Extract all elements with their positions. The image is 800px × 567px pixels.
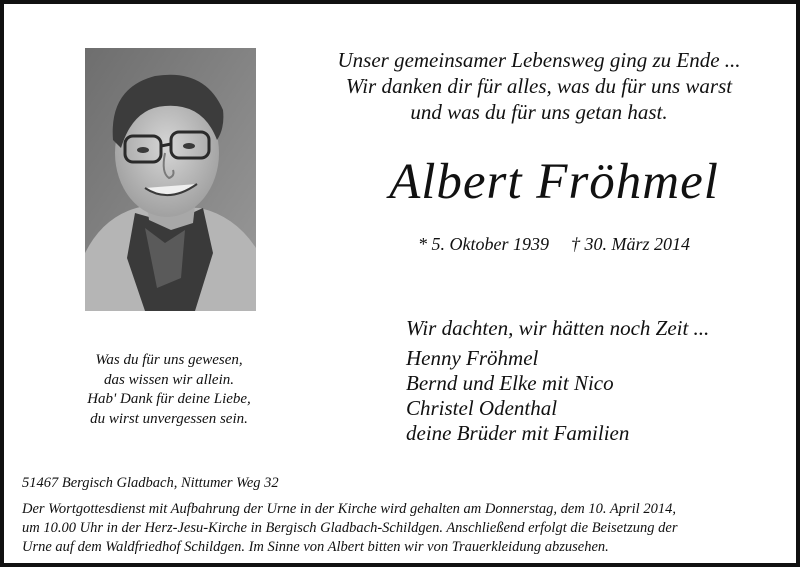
poem-line: das wissen wir allein. — [103, 371, 234, 388]
service-notice — [22, 500, 792, 557]
family-member: Christel Odenthal — [406, 396, 558, 420]
poem-line: Hab' Dank für deine Liebe, — [87, 391, 251, 407]
birth-date: * 5. Oktober 1939 — [418, 234, 549, 254]
opening-quote-line: Unser gemeinsamer Lebensweg ging zu Ende ... — [337, 48, 741, 72]
death-date: † 30. März 2014 — [570, 234, 690, 254]
notice-line: Der Wortgottesdienst mit Aufbahrung der Urne in der Kirche wird gehalten am Donnerstag, dem 10. April 2014, — [22, 501, 676, 517]
family-list — [406, 346, 629, 446]
family-member: Henny Fröhmel — [406, 346, 539, 370]
poem-line: du wirst unvergessen sein. — [90, 410, 248, 427]
opening-quote-line: und was du für uns getan hast. — [410, 100, 668, 124]
opening-quote-line: Wir danken dir für alles, was du für uns warst — [345, 74, 733, 98]
family-member: Bernd und Elke mit Nico — [406, 371, 614, 395]
opening-quote — [304, 47, 774, 125]
notice-line: Urne auf dem Waldfriedhof Schildgen. Im Sinne von Albert bitten wir von Trauerkleidung abzusehen. — [22, 539, 609, 555]
address: 51467 Bergisch Gladbach, Nittumer Weg 32 — [22, 475, 279, 491]
deceased-name: Albert Fröhmel — [389, 154, 719, 210]
notice-line: um 10.00 Uhr in der Herz-Jesu-Kirche in Bergisch Gladbach-Schildgen. Anschließend erfolgt die Beisetzung der — [22, 520, 678, 536]
memorial-poem — [44, 351, 294, 429]
family-intro: Wir dachten, wir hätten noch Zeit ... — [406, 316, 710, 340]
family-member: deine Brüder mit Familien — [406, 421, 630, 445]
poem-line: Was du für uns gewesen, — [95, 352, 243, 368]
portrait-photo — [85, 48, 256, 311]
life-dates — [334, 232, 774, 256]
